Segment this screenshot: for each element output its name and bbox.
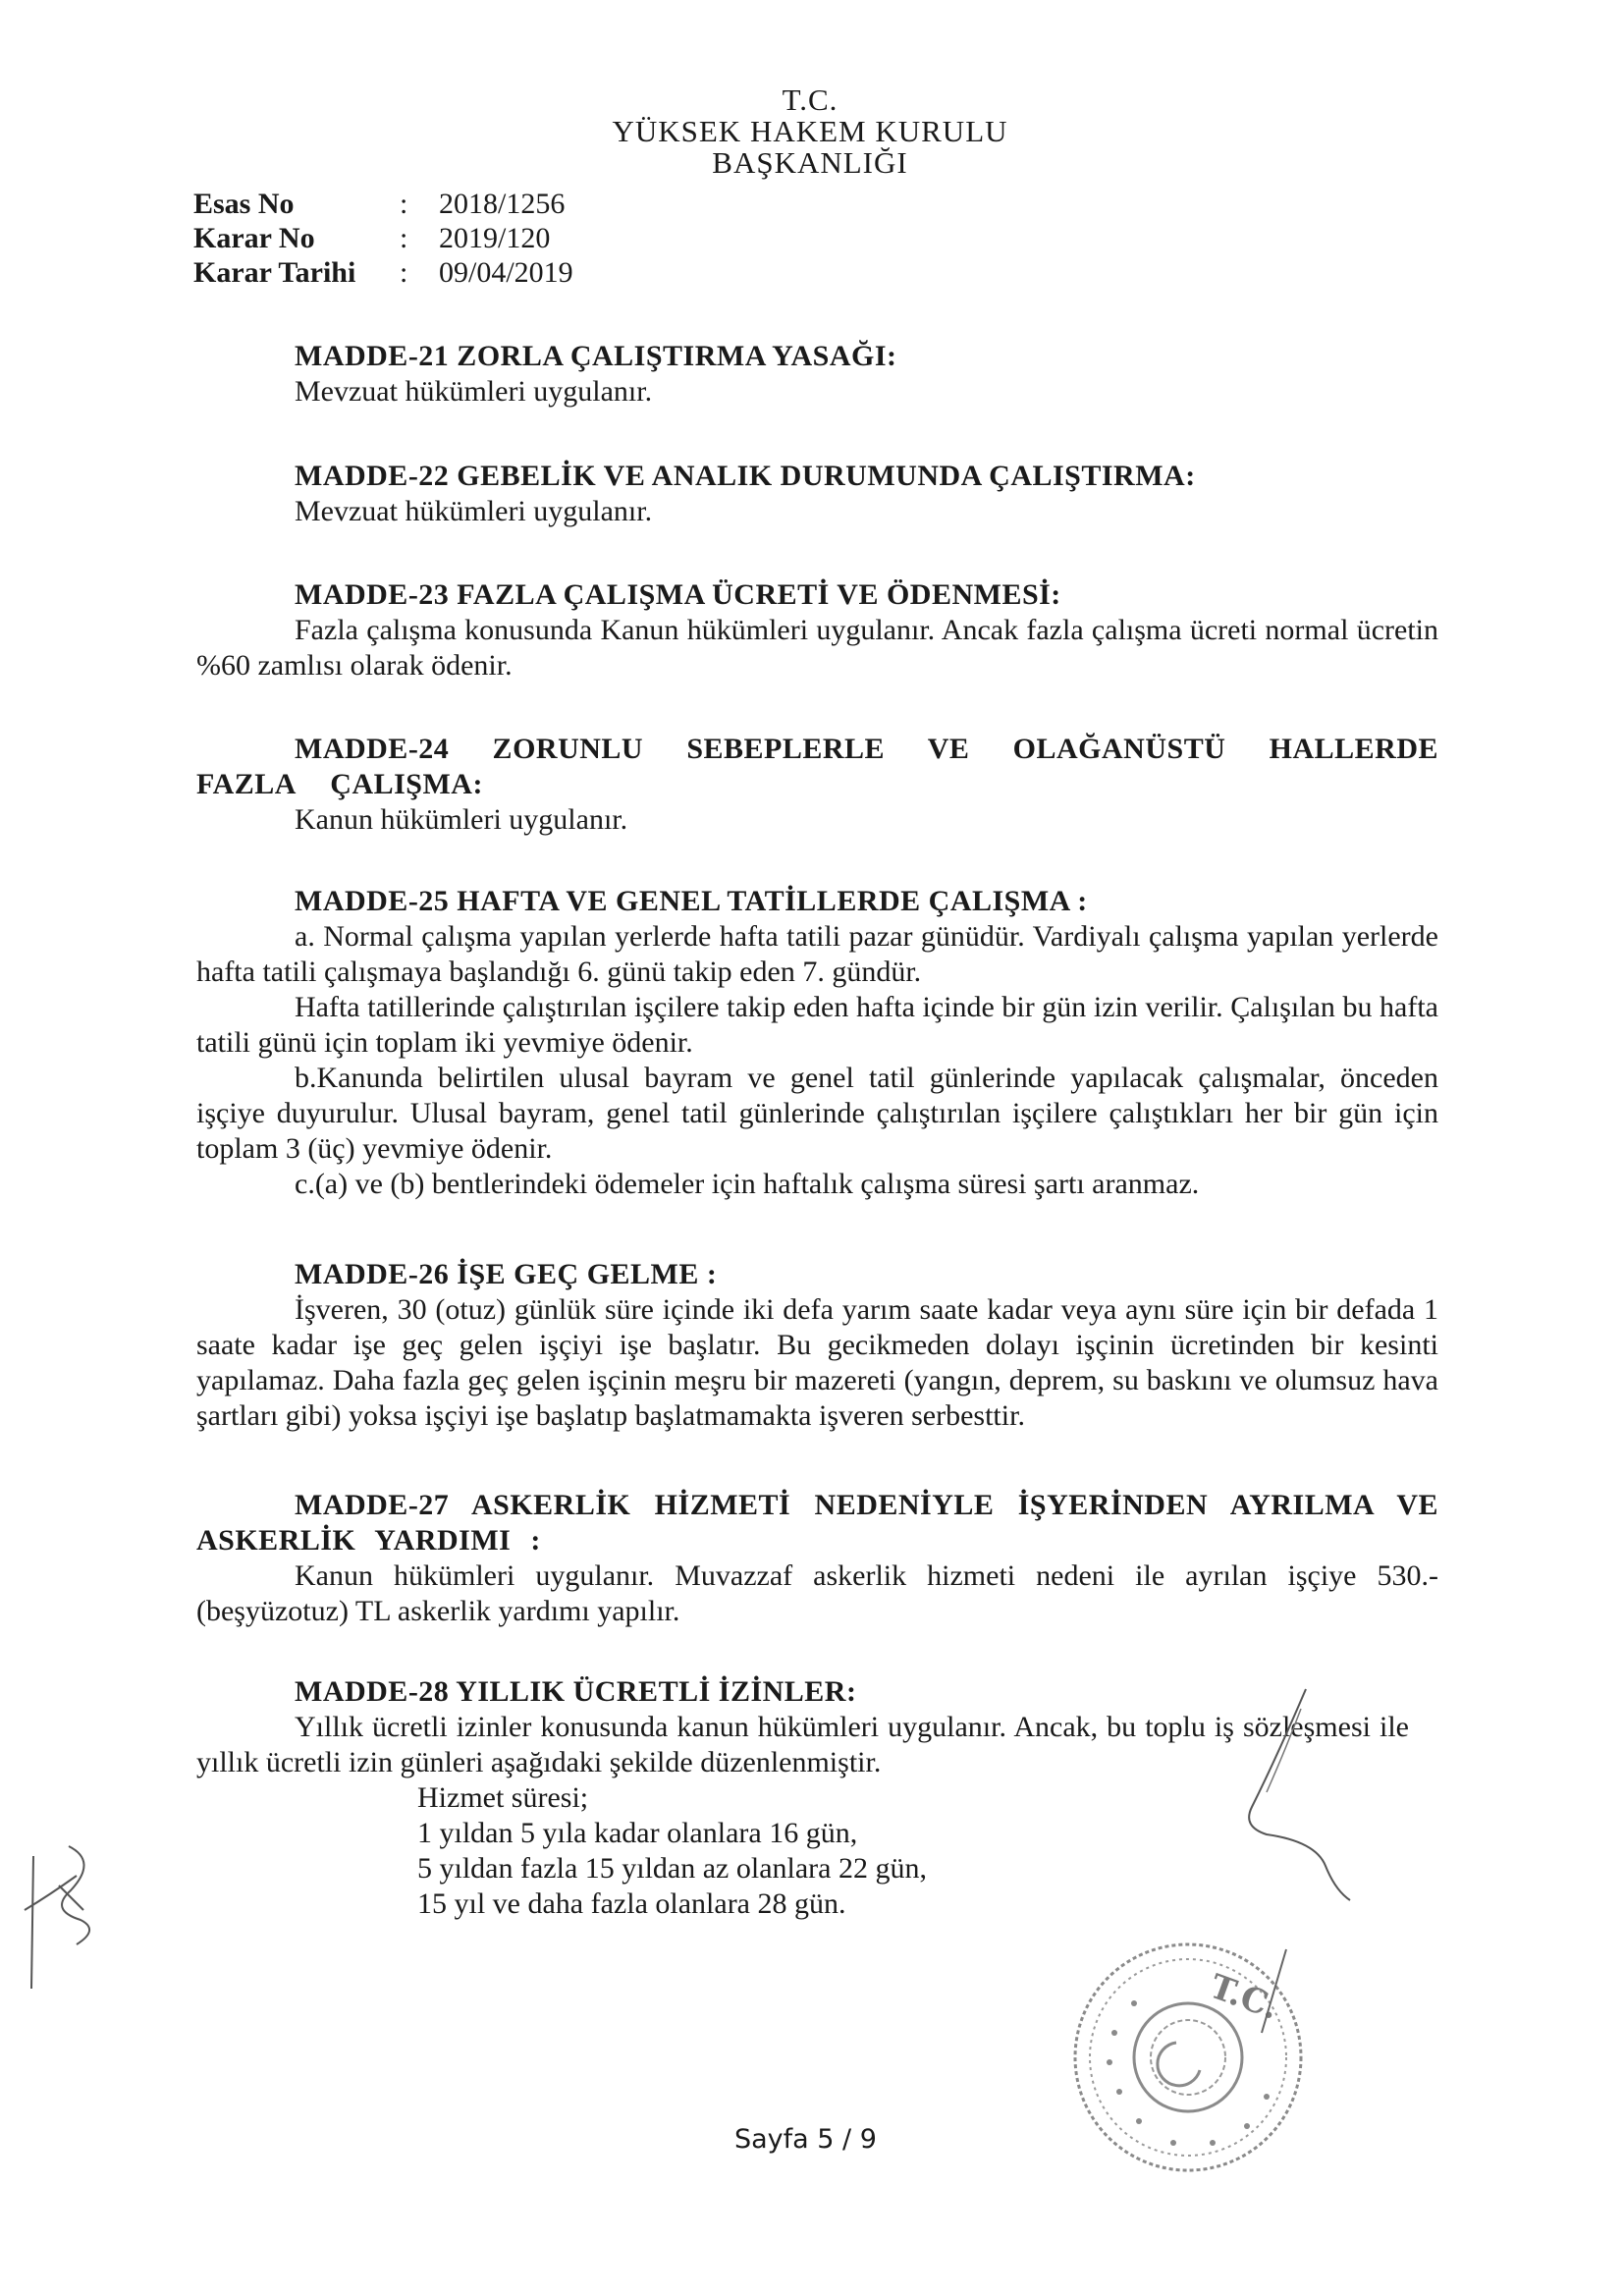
list-item: 15 yıl ve daha fazla olanlara 28 gün.	[417, 1887, 846, 1920]
meta-row-tarih	[193, 255, 573, 290]
meta-row-karar	[193, 221, 573, 255]
case-metadata	[193, 187, 573, 290]
official-seal-stamp	[1060, 1925, 1316, 2190]
stamp-text: T.C.	[1204, 1966, 1284, 2028]
article-title: MADDE-21 ZORLA ÇALIŞTIRMA YASAĞI:	[295, 340, 897, 372]
article-body: Yıllık ücretli izinler konusunda kanun hükümleri uygulanır. Ancak, bu toplu iş sözleşmesi ile yıllık ücretli izin günleri aşağıdaki şekilde düzenlenmiştir.	[196, 1711, 1409, 1778]
article-title: MADDE-28 YILLIK ÜCRETLİ İZİNLER:	[295, 1675, 857, 1708]
article-23	[196, 577, 1438, 683]
article-26	[196, 1257, 1438, 1434]
header-line-3: BAŞKANLIĞI	[712, 145, 908, 180]
page-number: Sayfa 5 / 9	[734, 2124, 877, 2155]
meta-value: 2018/1256	[439, 188, 566, 220]
meta-value: 2019/120	[439, 222, 551, 254]
article-25	[196, 884, 1438, 1202]
article-title: MADDE-23 FAZLA ÇALIŞMA ÜCRETİ VE ÖDENMESİ:	[295, 578, 1061, 611]
meta-value: 09/04/2019	[439, 256, 573, 289]
handwritten-signature	[1208, 1679, 1355, 1915]
list-item: 1 yıldan 5 yıla kadar olanlara 16 gün,	[417, 1817, 858, 1849]
article-paragraph: b.Kanunda belirtilen ulusal bayram ve genel tatil günlerinde yapılacak çalışmalar, önceden işçiye duyurulur. Ulusal bayram, genel tatil günlerinde çalıştırılan işçilere çalıştıkları her bir gün için toplam 3 (üç) yevmiye ödenir.	[196, 1062, 1438, 1165]
article-24	[196, 732, 1438, 838]
meta-label: Karar No	[193, 222, 315, 254]
article-body: Kanun hükümleri uygulanır. Muvazzaf askerlik hizmeti nedeni ile ayrılan işçiye 530.-(beşyüzotuz) TL askerlik yardımı yapılır.	[196, 1559, 1438, 1627]
institution-header	[515, 83, 1105, 180]
list-item: 5 yıldan fazla 15 yıldan az olanlara 22 gün,	[417, 1852, 927, 1885]
article-body: Mevzuat hükümleri uygulanır.	[295, 495, 653, 527]
meta-row-esas	[193, 187, 573, 221]
article-body: Kanun hükümleri uygulanır.	[295, 803, 628, 836]
handwritten-initials-left	[20, 1817, 108, 1994]
meta-label: Karar Tarihi	[193, 256, 356, 289]
article-title: MADDE-24 ZORUNLU SEBEPLERLE VE OLAĞANÜSTÜ HALLERDE FAZLA ÇALIŞMA:	[196, 733, 1438, 800]
header-line-1: T.C.	[782, 82, 839, 117]
article-body: Mevzuat hükümleri uygulanır.	[295, 375, 653, 408]
header-line-2: YÜKSEK HAKEM KURULU	[612, 114, 1008, 148]
article-21	[196, 339, 1438, 410]
article-body: Fazla çalışma konusunda Kanun hükümleri uygulanır. Ancak fazla çalışma ücreti normal ücretin %60 zamlısı olarak ödenir.	[196, 614, 1438, 682]
article-paragraph: c.(a) ve (b) bentlerindeki ödemeler için haftalık çalışma süresi şartı aranmaz.	[295, 1168, 1200, 1200]
article-title: MADDE-22 GEBELİK VE ANALIK DURUMUNDA ÇALIŞTIRMA:	[295, 460, 1196, 492]
article-paragraph: a. Normal çalışma yapılan yerlerde hafta tatili pazar günüdür. Vardiyalı çalışma yapılan yerlerde hafta tatili çalışmaya başlandığı 6. günü takip eden 7. gündür.	[196, 920, 1438, 988]
article-body: İşveren, 30 (otuz) günlük süre içinde iki defa yarım saate kadar veya aynı süre için bir defada 1 saate kadar işe geç gelen işçiyi işe başlatır. Bu gecikmeden dolayı işçinin ücretinden bir kesinti yapılamaz. Daha fazla geç gelen işçinin meşru bir mazereti (yangın, deprem, su baskını ve olumsuz hava şartları gibi) yoksa işçiyi işe başlatıp başlatmamakta işveren serbesttir.	[196, 1293, 1438, 1432]
article-title: MADDE-27 ASKERLİK HİZMETİ NEDENİYLE İŞYERİNDEN AYRILMA VE ASKERLİK YARDIMI :	[196, 1489, 1438, 1557]
article-22	[196, 459, 1438, 529]
article-27	[196, 1488, 1438, 1629]
article-paragraph: Hafta tatillerinde çalıştırılan işçilere takip eden hafta içinde bir gün izin verilir. Çalışılan bu hafta tatili günü için toplam iki yevmiye ödenir.	[196, 991, 1438, 1059]
list-item: Hizmet süresi;	[417, 1781, 589, 1814]
meta-colon: :	[400, 188, 408, 220]
meta-label: Esas No	[193, 188, 295, 220]
article-title: MADDE-25 HAFTA VE GENEL TATİLLERDE ÇALIŞMA :	[295, 885, 1088, 917]
meta-colon: :	[400, 222, 408, 254]
article-title: MADDE-26 İŞE GEÇ GELME :	[295, 1258, 718, 1290]
meta-colon: :	[400, 256, 408, 289]
